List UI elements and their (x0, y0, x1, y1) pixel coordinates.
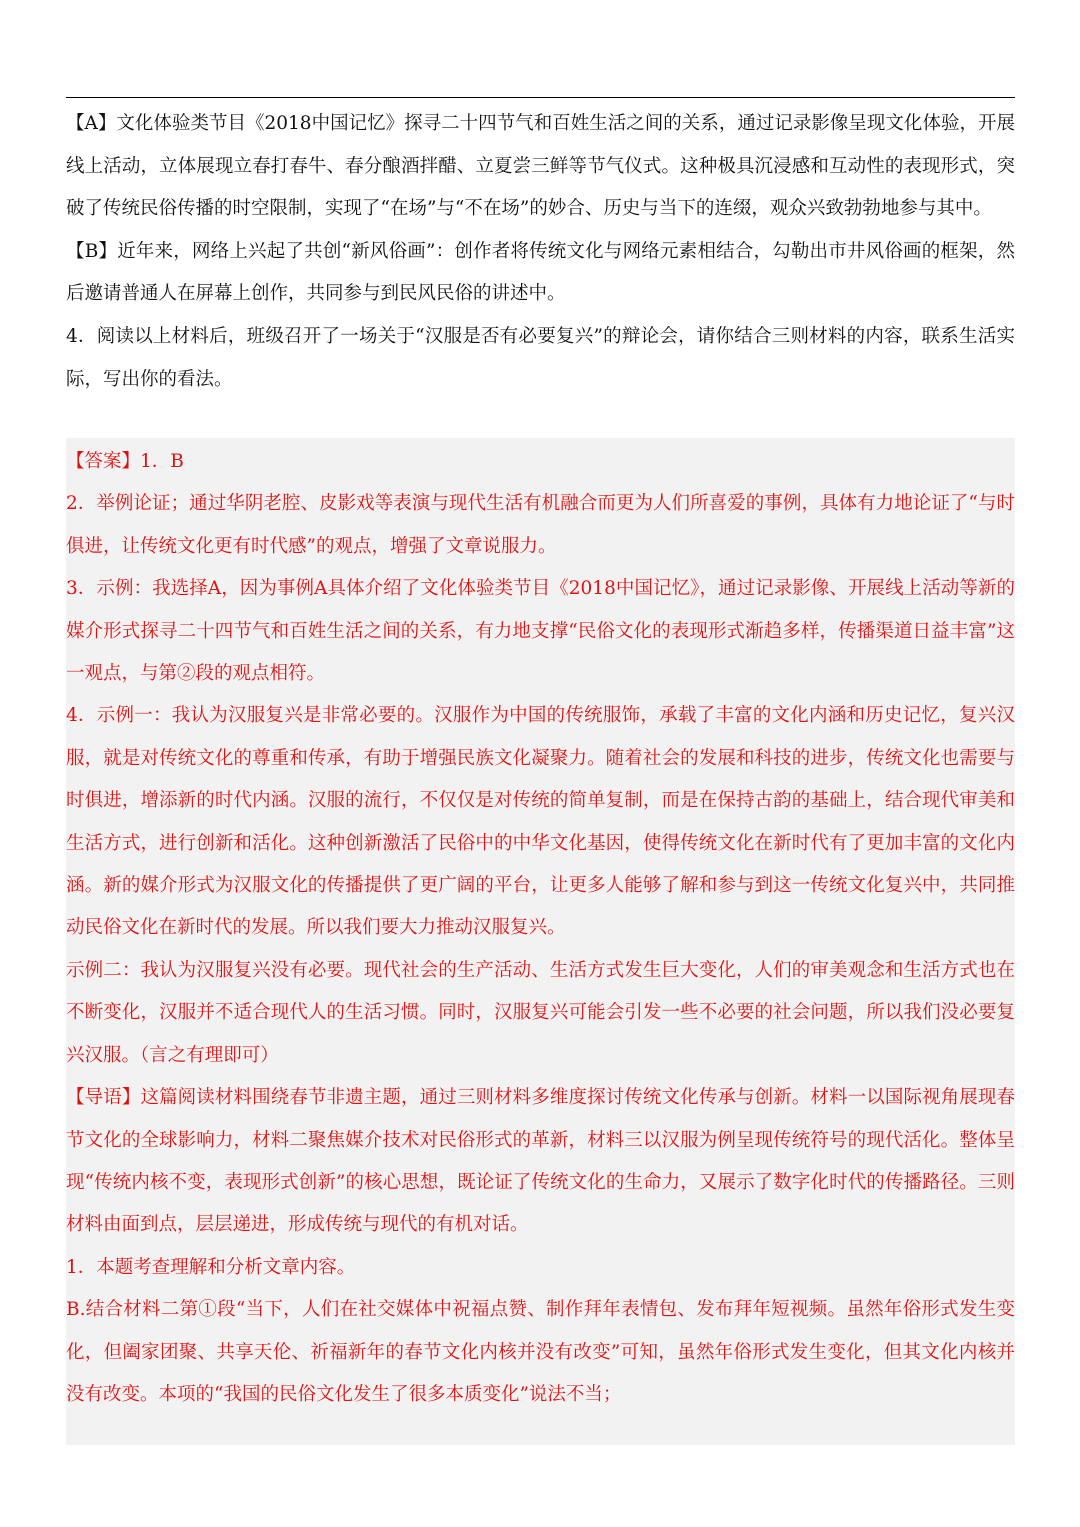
material-a-tag: 【A】 (66, 113, 117, 134)
material-b-tag: 【B】 (66, 240, 118, 262)
material-b-paragraph (66, 231, 1015, 316)
question-4-text: 4．阅读以上材料后，班级召开了一场关于“汉服是否有必要复兴”的辩论会，请你结合三则材料的内容，联系生活实际，写出你的看法。 (66, 325, 1015, 390)
answer-heading (66, 441, 1015, 483)
answer-2: 2．举例论证；通过华阴老腔、皮影戏等表演与现代生活有机融合而更为人们所喜爱的事例，具体有力地论证了“与时俱进，让传统文化更有时代感”的观点，增强了文章说服力。 (66, 493, 1015, 557)
answer-3: 3．示例：我选择A，因为事例A具体介绍了文化体验类节目《2018中国记忆》，通过记录影像、开展线上活动等新的媒介形式探寻二十四节气和百姓生活之间的关系，有力地支撑“民俗文化的表现形式渐趋多样，传播渠道日益丰富”这一观点，与第②段的观点相符。 (66, 578, 1015, 685)
answer-section (66, 438, 1015, 1445)
material-a-text: 文化体验类节目《2018中国记忆》探寻二十四节气和百姓生活之间的关系，通过记录影像呈现文化体验，开展线上活动，立体展现立春打春牛、春分酿酒拌醋、立夏尝三鲜等节气仪式。这种极具沉浸感和互动性的表现形式，突破了传统民俗传播的时空限制，实现了“在场”与“不在场”的妙合、历史与当下的连缀，观众兴致勃勃地参与其中。 (66, 113, 1015, 220)
answer-1: 1．B (140, 451, 184, 472)
answer-4-example-1: 4．示例一：我认为汉服复兴是非常必要的。汉服作为中国的传统服饰，承载了丰富的文化内涵和历史记忆，复兴汉服，就是对传统文化的尊重和传承，有助于增强民族文化凝聚力。随着社会的发展和科技的进步，传统文化也需要与时俱进，增添新的时代内涵。汉服的流行，不仅仅是对传统的简单复制，而是在保持古韵的基础上，结合现代审美和生活方式，进行创新和活化。这种创新激活了民俗中的中华文化基因，使得传统文化在新时代有了更加丰富的文化内涵。新的媒介形式为汉服文化的传播提供了更广阔的平台，让更多人能够了解和参与到这一传统文化复兴中，共同推动民俗文化在新时代的发展。所以我们要大力推动汉服复兴。 (66, 705, 1015, 939)
question-4-paragraph (66, 316, 1015, 401)
guide-text: 这篇阅读材料围绕春节非遗主题，通过三则材料多维度探讨传统文化传承与创新。材料一以国际视角展现春节文化的全球影响力，材料二聚焦媒介技术对民俗形式的革新，材料三以汉服为例呈现传统符号的现代活化。整体呈现“传统内核不变，表现形式创新”的核心思想，既论证了传统文化的生命力，又展示了数字化时代的传播路径。三则材料由面到点，层层递进，形成传统与现代的有机对话。 (66, 1087, 1015, 1236)
question-section (66, 103, 1015, 401)
explain-1: 1．本题考查理解和分析文章内容。 (66, 1256, 356, 1278)
material-a-paragraph (66, 103, 1015, 231)
guide-tag: 【导语】 (66, 1087, 141, 1109)
header-rule (66, 97, 1015, 98)
material-b-text: 近年来，网络上兴起了共创“新风俗画”：创作者将传统文化与网络元素相结合，勾勒出市井风俗画的框架，然后邀请普通人在屏幕上创作，共同参与到民风民俗的讲述中。 (66, 240, 1015, 305)
answer-4-example-2: 示例二：我认为汉服复兴没有必要。现代社会的生产活动、生活方式发生巨大变化，人们的审美观念和生活方式也在不断变化，汉服并不适合现代人的生活习惯。同时，汉服复兴可能会引发一些不必要的社会问题，所以我们没必要复兴汉服。（言之有理即可） (66, 959, 1015, 1066)
answer-tag: 【答案】 (66, 451, 141, 472)
guide-paragraph (66, 1077, 1015, 1247)
explain-b: B.结合材料二第①段“当下，人们在社交媒体中祝福点赞、制作拜年表情包、发布拜年短视频。虽然年俗形式发生变化，但阖家团聚、共享天伦、祈福新年的春节文化内核并没有改变”可知，虽然年俗形式发生变化，但其文化内核并没有改变。本项的“我国的民俗文化发生了很多本质变化”说法不当； (66, 1299, 1015, 1405)
